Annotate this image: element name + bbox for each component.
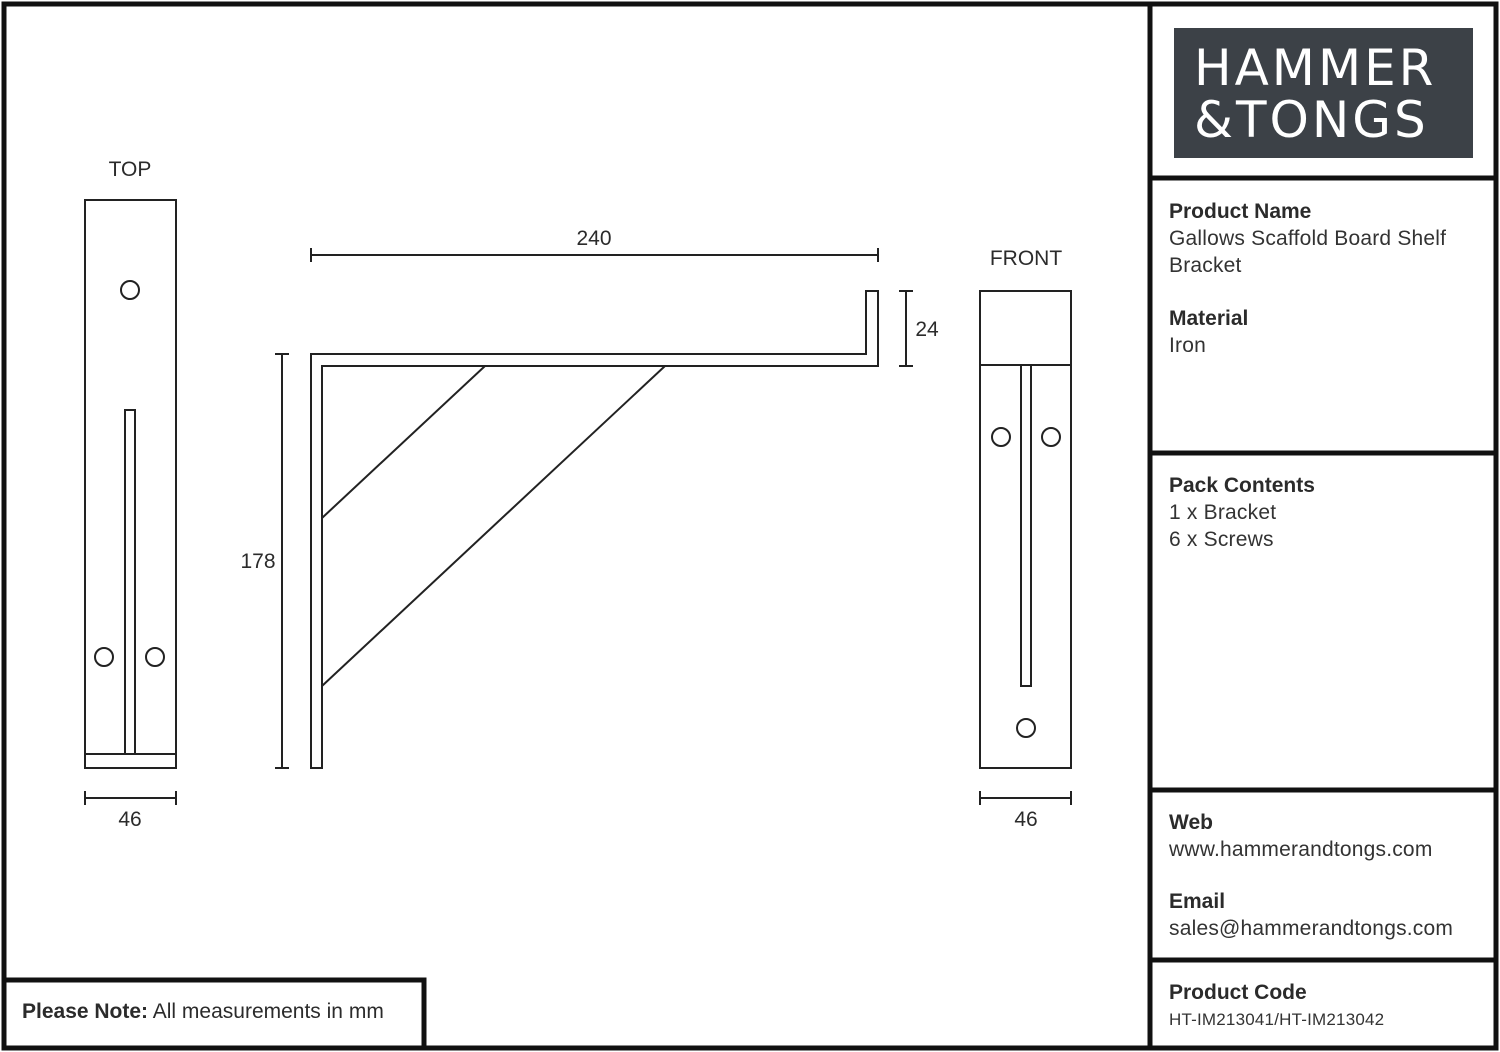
bracket-outline [311, 291, 878, 768]
top-view-hole [95, 648, 113, 666]
email-label: Email [1169, 890, 1226, 913]
product-name-label: Product Name [1169, 200, 1312, 223]
pack-contents-label: Pack Contents [1169, 474, 1315, 497]
top-view-slot [125, 410, 135, 754]
top-width-dimension: 46 [118, 808, 142, 831]
product-name-value-1: Gallows Scaffold Board Shelf [1169, 227, 1447, 250]
material-label: Material [1169, 307, 1249, 330]
height-dimension: 178 [240, 550, 276, 573]
front-view-hole [1017, 719, 1035, 737]
note-text: All measurements in mm [152, 1000, 384, 1023]
top-view-hole [146, 648, 164, 666]
contact-panel [1169, 809, 1489, 942]
lip-dimension: 24 [915, 318, 939, 341]
front-view-plate [980, 291, 1071, 768]
front-view-label: FRONT [989, 247, 1063, 270]
length-dimension: 240 [576, 227, 612, 250]
brand-logo [1174, 28, 1473, 158]
material-value: Iron [1169, 334, 1206, 357]
top-view-plate [85, 200, 176, 768]
top-view-label: TOP [108, 158, 152, 181]
logo-line-2: &TONGS [1194, 91, 1429, 149]
logo-line-1: HAMMER [1194, 39, 1437, 97]
front-width-dimension: 46 [1014, 808, 1038, 831]
pack-item: 6 x Screws [1169, 528, 1274, 551]
product-name-value-2: Bracket [1169, 254, 1242, 277]
front-view-hole [1042, 428, 1060, 446]
pack-contents-panel [1169, 472, 1479, 553]
web-label: Web [1169, 811, 1213, 834]
front-view-hole [992, 428, 1010, 446]
web-link[interactable]: www.hammerandtongs.com [1169, 838, 1433, 861]
note-label: Please Note: [22, 1000, 149, 1023]
product-code-panel [1169, 979, 1489, 1033]
email-link[interactable]: sales@hammerandtongs.com [1169, 917, 1454, 940]
pack-item: 1 x Bracket [1169, 501, 1277, 524]
top-view-hole [121, 281, 139, 299]
measurement-note [22, 1000, 384, 1024]
product-code-label: Product Code [1169, 981, 1307, 1004]
bracket-brace-long [322, 366, 665, 686]
front-view-slot [1021, 365, 1031, 686]
product-info-panel [1169, 198, 1479, 359]
bracket-brace-short [322, 366, 485, 518]
product-code-value: HT-IM213041/HT-IM213042 [1169, 1010, 1385, 1029]
